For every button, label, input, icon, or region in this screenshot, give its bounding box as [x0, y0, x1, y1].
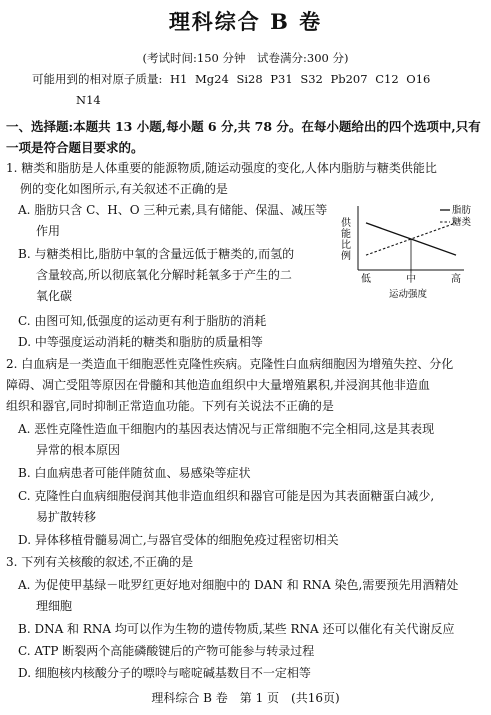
question-3-stem: 3. 下列有关核酸的叙述,不正确的是	[6, 555, 194, 569]
question-3-option-b: B. DNA 和 RNA 均可以作为生物的遗传物质,某些 RNA 还可以催化有关代谢反应	[18, 622, 455, 636]
question-3-option-d: D. 细胞核内核酸分子的嘌呤与嘧啶碱基数目不一定相等	[18, 666, 311, 680]
question-2-option-a: 异常的根本原因	[36, 443, 121, 457]
chart-y-axis-label-char: 比	[341, 240, 351, 251]
section-heading: 一、选择题:本题共 13 小题,每小题 6 分,共 78 分。在每小题给出的四个选项中,只有一项是符合题目要求的。	[6, 119, 481, 155]
question-2-option-a: A. 恶性克隆性造血干细胞内的基因表达情况与正常细胞不完全相同,这是其表现	[18, 422, 435, 436]
chart-y-axis-label-char: 例	[341, 251, 351, 262]
question-2-stem: 2. 白血病是一类造血干细胞恶性克隆性疾病。克隆性白血病细胞因为增殖失控、分化	[6, 357, 454, 371]
exam-info: (考试时间:150 分钟 试卷满分:300 分)	[142, 51, 349, 65]
energy-supply-chart	[336, 200, 488, 303]
question-1-option-b: 含量较高,所以彻底氧化分解时耗氧多于产生的二	[36, 268, 292, 282]
chart-x-axis-label: 运动强度	[388, 289, 428, 300]
question-1-stem: 例的变化如图所示,有关叙述不正确的是	[20, 182, 228, 196]
chart-tick-high: 高	[451, 274, 461, 285]
legend-fat-label: 脂肪	[452, 205, 472, 216]
question-2-option-d: D. 异体移植骨髓易凋亡,与器官受体的细胞免疫过程密切相关	[18, 533, 339, 547]
question-2-option-c: C. 克隆性白血病细胞侵润其他非造血组织和器官可能是因为其表面糖蛋白减少,	[18, 489, 435, 503]
question-1-option-c: C. 由图可知,低强度的运动更有利于脂肪的消耗	[18, 314, 267, 328]
page-footer: 理科综合 B 卷 第 1 页 (共16页)	[151, 691, 340, 705]
question-2-stem: 障碍、凋亡受阻等原因在骨髓和其他造血组织中大量增殖累积,并浸润其他非造血	[6, 378, 430, 392]
question-1-option-b: 氧化碳	[36, 289, 73, 303]
chart-y-axis-label	[341, 216, 352, 262]
chart-y-axis-label-char: 能	[341, 229, 351, 240]
legend-sugar-label: 糖类	[452, 217, 472, 228]
page-title: 理科综合 B 卷	[168, 9, 323, 34]
question-2-stem: 组织和器官,同时抑制正常造血功能。下列有关说法不正确的是	[6, 399, 334, 413]
atomic-masses: 可能用到的相对原子质量: H1 Mg24 Si28 P31 S32 Pb207 C12 O16	[32, 72, 431, 86]
question-2-option-b: B. 白血病患者可能伴随贫血、易感染等症状	[18, 466, 251, 480]
chart-tick-low: 低	[361, 274, 371, 285]
question-3-option-c: C. ATP 断裂两个高能磷酸键后的产物可能参与转录过程	[18, 644, 315, 658]
question-1-option-d: D. 中等强度运动消耗的糖类和脂肪的质量相等	[18, 335, 263, 349]
chart-y-axis-label-char: 供	[341, 218, 351, 229]
chart-tick-mid: 中	[406, 274, 416, 285]
question-1-stem: 1. 糖类和脂肪是人体重要的能源物质,随运动强度的变化,人体内脂肪与糖类供能比	[6, 161, 437, 175]
atomic-masses-continued: N14	[76, 93, 101, 107]
question-1-option-b: B. 与糖类相比,脂肪中氧的含量远低于糖类的,而氢的	[18, 247, 295, 261]
question-1-option-a: 作用	[36, 224, 61, 238]
question-3-option-a: 理细胞	[36, 599, 73, 613]
question-1-option-a: A. 脂肪只含 C、H、O 三种元素,具有储能、保温、减压等	[18, 203, 328, 217]
question-3-option-a: A. 为促使甲基绿－吡罗红更好地对细胞中的 DAN 和 RNA 染色,需要预先用酒精处	[18, 578, 459, 592]
question-2-option-c: 易扩散转移	[36, 510, 97, 524]
